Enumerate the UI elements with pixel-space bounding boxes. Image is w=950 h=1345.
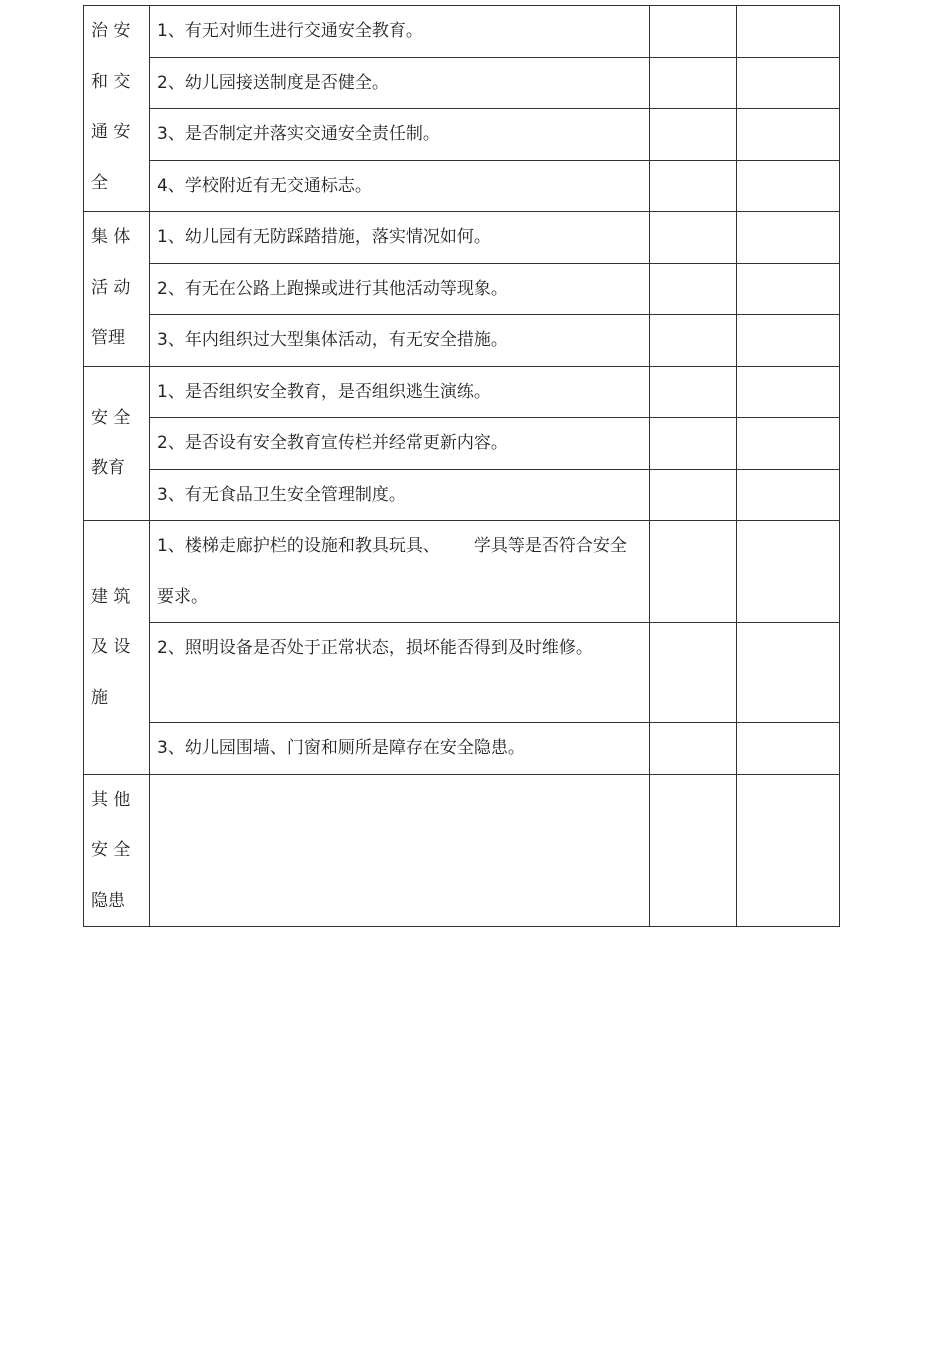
category-line: 管理 xyxy=(91,328,125,348)
table-row xyxy=(84,366,840,418)
check-item: 3、年内组织过大型集体活动，有无安全措施。 xyxy=(150,315,650,367)
check-item: 1、幼儿园有无防踩踏措施，落实情况如何。 xyxy=(150,212,650,264)
category-cell-safety-education xyxy=(84,366,150,521)
table-row xyxy=(84,263,840,315)
table-row xyxy=(84,723,840,775)
check-item: 3、幼儿园围墙、门窗和厕所是障存在安全隐患。 xyxy=(150,723,650,775)
category-line: 建 筑 xyxy=(91,586,131,607)
check-item: 1、有无对师生进行交通安全教育。 xyxy=(150,6,650,58)
table-row xyxy=(84,57,840,109)
check-item-part: 学具等是否符合安全要求。 xyxy=(157,536,627,607)
table-row xyxy=(84,623,840,723)
table-row xyxy=(84,418,840,470)
remark-cell xyxy=(737,6,840,58)
check-item: 3、是否制定并落实交通安全责任制。 xyxy=(150,109,650,161)
remark-cell xyxy=(737,774,840,927)
remark-cell xyxy=(737,212,840,264)
check-item: 3、有无食品卫生安全管理制度。 xyxy=(150,469,650,521)
category-line: 活 动 xyxy=(91,277,131,298)
result-cell xyxy=(650,109,737,161)
category-line: 隐患 xyxy=(91,890,125,911)
check-item: 4、学校附近有无交通标志。 xyxy=(150,160,650,212)
remark-cell xyxy=(737,623,840,723)
remark-cell xyxy=(737,723,840,775)
remark-cell xyxy=(737,418,840,470)
check-item: 2、照明设备是否处于正常状态，损坏能否得到及时维修。 xyxy=(150,623,650,723)
result-cell xyxy=(650,160,737,212)
category-line: 安 全 xyxy=(91,407,131,428)
category-line: 全 xyxy=(91,172,108,193)
category-line: 集 体 xyxy=(91,227,131,247)
remark-cell xyxy=(737,315,840,367)
category-line: 施 xyxy=(91,687,108,708)
table-row xyxy=(84,315,840,367)
check-item: 2、有无在公路上跑操或进行其他活动等现象。 xyxy=(150,263,650,315)
result-cell xyxy=(650,263,737,315)
category-line: 教育 xyxy=(91,458,125,479)
category-line: 及 设 xyxy=(91,637,131,657)
table-row xyxy=(84,469,840,521)
category-cell-traffic-safety xyxy=(84,6,150,212)
category-line: 安 全 xyxy=(91,840,131,860)
table-row xyxy=(84,212,840,264)
result-cell xyxy=(650,418,737,470)
result-cell xyxy=(650,521,737,623)
result-cell xyxy=(650,212,737,264)
result-cell xyxy=(650,774,737,927)
check-item-part: 1、楼梯走廊护栏的设施和教具玩具、 xyxy=(157,536,440,556)
category-line: 治 安 xyxy=(91,21,131,41)
category-cell-group-activity xyxy=(84,212,150,367)
table-row xyxy=(84,521,840,623)
table-row xyxy=(84,160,840,212)
result-cell xyxy=(650,623,737,723)
remark-cell xyxy=(737,469,840,521)
check-item xyxy=(150,521,650,623)
remark-cell xyxy=(737,160,840,212)
category-cell-buildings-facilities xyxy=(84,521,150,775)
result-cell xyxy=(650,6,737,58)
category-line: 其 他 xyxy=(91,789,131,810)
result-cell xyxy=(650,366,737,418)
remark-cell xyxy=(737,57,840,109)
check-item: 2、幼儿园接送制度是否健全。 xyxy=(150,57,650,109)
result-cell xyxy=(650,723,737,775)
check-item: 1、是否组织安全教育，是否组织逃生演练。 xyxy=(150,366,650,418)
category-line: 通 安 xyxy=(91,122,131,142)
result-cell xyxy=(650,57,737,109)
table-row xyxy=(84,774,840,927)
remark-cell xyxy=(737,521,840,623)
category-cell-other-hazards xyxy=(84,774,150,927)
result-cell xyxy=(650,469,737,521)
table-row xyxy=(84,109,840,161)
check-item-empty xyxy=(150,774,650,927)
remark-cell xyxy=(737,109,840,161)
remark-cell xyxy=(737,366,840,418)
result-cell xyxy=(650,315,737,367)
safety-checklist-table xyxy=(83,5,840,927)
remark-cell xyxy=(737,263,840,315)
check-item: 2、是否设有安全教育宣传栏并经常更新内容。 xyxy=(150,418,650,470)
table-row xyxy=(84,6,840,58)
category-line: 和 交 xyxy=(91,71,131,92)
